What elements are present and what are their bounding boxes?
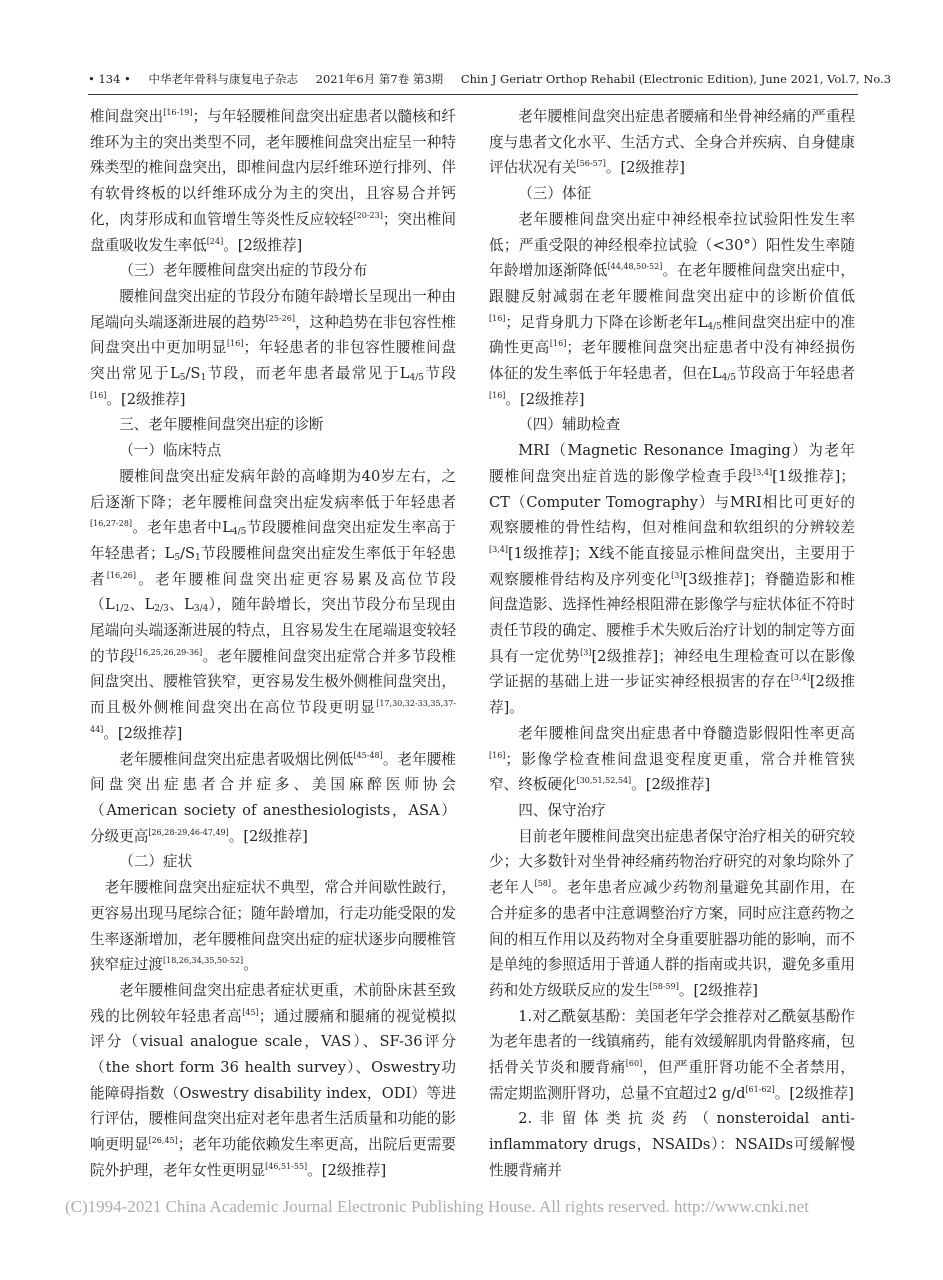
citation[interactable]: [16-19] — [163, 108, 193, 117]
citation[interactable]: [16,25,26,29-36] — [134, 647, 203, 657]
citation[interactable]: [60] — [625, 1059, 643, 1069]
citation[interactable]: [26,45] — [148, 1136, 178, 1146]
right-column — [489, 104, 855, 1184]
paragraph: 目前老年腰椎间盘突出症患者保守治疗相关的研究较少；大多数针对坐骨神经痛药物治疗研究的对象均除外了老年人[58]。老年患者应减少药物剂量避免其副作用，在合并症多的患者中注意调整治疗方案，同时应注意药物之间的相互作用以及药物对全身重要脏器功能的影响，而不是单纯的参照适用于普通人群的指南或共识，避免多重用药和处方级联反应的发生[58-59]。[2级推荐] — [489, 827, 855, 999]
citation[interactable]: [17,30,32-33,35,37-44] — [90, 699, 456, 734]
citation[interactable]: [56-57] — [576, 159, 606, 169]
citation[interactable]: [3] — [580, 647, 592, 657]
citation[interactable]: [3,4] — [489, 544, 508, 554]
section-heading: 三、老年腰椎间盘突出症的诊断 — [119, 416, 324, 434]
issue-info-cn: 2021年6月 第7卷 第3期 — [315, 72, 444, 86]
citation[interactable]: [25-26] — [265, 313, 295, 323]
citation[interactable]: [58-59] — [649, 981, 679, 991]
paragraph: 1.对乙酰氨基酚：美国老年学会推荐对乙酰氨基酚作为老年患者的一线镇痛药，能有效缓解肌肉骨骼疼痛，包括骨关节炎和腰背痛[60]，但严重肝肾功能不全者禁用，需定期监测肝肾功，总量不宜超过2 g/d[61-62]。[2级推荐] — [489, 1007, 855, 1102]
page-number: • 134 • — [88, 72, 131, 86]
citation[interactable]: [44,48,50-52] — [607, 262, 663, 272]
section-heading: 四、保守治疗 — [518, 801, 606, 819]
journal-title-cn: 中华老年骨科与康复电子杂志 — [148, 72, 298, 86]
citation[interactable]: [16] — [90, 390, 107, 400]
citation[interactable]: [3] — [671, 570, 683, 580]
citation[interactable]: [24] — [206, 236, 224, 246]
citation[interactable]: [16,26] — [106, 570, 136, 580]
citation[interactable]: [16,27-28] — [90, 519, 133, 529]
section-heading: （四）辅助检查 — [518, 416, 621, 434]
paragraph: 2.非留体类抗炎药（nonsteroidal anti-inflammatory drugs，NSAIDs）：NSAIDs可缓解慢性腰背痛并 — [489, 1110, 855, 1179]
paragraph: 腰椎间盘突出症发病年龄的高峰期为40岁左右，之后逐渐下降；老年腰椎间盘突出症发病率低于年轻患者[16,27-28]。老年患者中$L_{4/5}$节段腰椎间盘突出症发生率高于年轻患者；$L_5/S_1$节段腰椎间盘突出症发生率低于年轻患者[16,26]。老年腰椎间盘突出症更容易累及高位节段（$L_{1/2}$、$L_{2/3}$、$L_{3/4}$），随年龄增长，突出节段分布呈现由尾端向头端逐渐进展的特点，且容易发生在尾端退变较轻的节段[16,25,26,29-36]。老年腰椎间盘突出症常合并多节段椎间盘突出、腰椎管狭窄，更容易发生极外侧椎间盘突出，而且极外侧椎间盘突出在高位节段更明显[17,30,32-33,35,37-44]。[2级推荐] — [90, 467, 456, 742]
section-heading: （三）老年腰椎间盘突出症的节段分布 — [119, 262, 368, 280]
paragraph: 老年腰椎间盘突出症患者中脊髓造影假阳性率更高[16]；影像学检查椎间盘退变程度更重，常合并椎管狭窄、终板硬化[30,51,52,54]。[2级推荐] — [489, 724, 855, 794]
citation[interactable]: [16] — [489, 313, 506, 323]
section-heading: （一）临床特点 — [119, 442, 222, 460]
paragraph: 老年腰椎间盘突出症患者腰痛和坐骨神经痛的严重程度与患者文化水平、生活方式、全身合并疾病、自身健康评估状况有关[56-57]。[2级推荐] — [489, 108, 855, 177]
paragraph: 椎间盘突出[16-19]；与年轻腰椎间盘突出症患者以髓核和纤维环为主的突出类型不同，老年腰椎间盘突出症呈一种特殊类型的椎间盘突出，即椎间盘内层纤维环逆行排列、伴有软骨终板的以纤维环成分为主的突出，且容易合并钙化，肉芽形成和血管增生等炎性反应较轻[20-23]；突出椎间盘重吸收发生率低[24]。[2级推荐] — [90, 108, 456, 254]
journal-title-en: Chin J Geriatr Orthop Rehabil (Electronic Edition), June 2021, Vol.7, No.3 — [460, 72, 892, 86]
citation[interactable]: [61-62] — [745, 1084, 775, 1094]
paragraph: 老年腰椎间盘突出症患者症状更重，术前卧床甚至致残的比例较年轻患者高[45]；通过腰痛和腿痛的视觉模拟评分（visual analogue scale，VAS）、SF-36评分（the short form 36 health survey）、Oswestry功能障碍指数（Oswestry disability index，ODI）等进行评估，腰椎间盘突出症对老年患者生活质量和功能的影响更明显[26,45]；老年功能依赖发生率更高，出院后更需要院外护理，老年女性更明显[46,51-55]。[2级推荐] — [90, 981, 456, 1179]
paragraph: 老年腰椎间盘突出症中神经根牵拉试验阳性发生率低；严重受限的神经根牵拉试验（<30°）阳性发生率随年龄增加逐渐降低[44,48,50-52]。在老年腰椎间盘突出症中，跟腱反射减弱在老年腰椎间盘突出症中的诊断价值低[16]；足背身肌力下降在诊断老年$L_{4/5}$椎间盘突出症中的准确性更高[16]；老年腰椎间盘突出症患者中没有神经损伤体征的发生率低于年轻患者，但在$L_{4/5}$节段高于年轻患者[16]。[2级推荐] — [489, 210, 855, 408]
paragraph: 腰椎间盘突出症的节段分布随年龄增长呈现出一种由尾端向头端逐渐进展的趋势[25-26]，这种趋势在非包容性椎间盘突出中更加明显[16]；年轻患者的非包容性腰椎间盘突出常见于$L_5/S_1$节段，而老年患者最常见于$L_{4/5}$节段[16]。[2级推荐] — [90, 287, 456, 408]
left-column — [90, 104, 456, 1184]
running-header — [88, 71, 892, 87]
section-heading: （二）症状 — [119, 853, 193, 871]
citation[interactable]: [3,4] — [790, 673, 810, 683]
paragraph: 老年腰椎间盘突出症症状不典型，常合并间歇性跛行，更容易出现马尾综合征；随年龄增加，行走功能受限的发生率逐渐增加，老年腰椎间盘突出症的症状逐步向腰椎管狭窄症过渡[18,26,34,35,50-52]。 — [90, 879, 456, 974]
copyright-watermark: (C)1994-2021 China Academic Journal Electronic Publishing House. All rights reserved. http://www.cnki.net — [65, 1197, 809, 1216]
citation[interactable]: [20-23] — [353, 210, 383, 220]
section-heading: （三）体征 — [518, 185, 592, 203]
citation[interactable]: [18,26,34,35,50-52] — [162, 956, 244, 966]
citation[interactable]: [45] — [242, 1007, 259, 1017]
citation[interactable]: [30,51,52,54] — [576, 776, 632, 786]
citation[interactable]: [46,51-55] — [265, 1161, 308, 1171]
citation[interactable]: [16] — [489, 390, 506, 400]
header-divider — [88, 94, 858, 95]
paragraph: MRI（Magnetic Resonance Imaging）为老年腰椎间盘突出症首选的影像学检查手段[3,4][1级推荐]；CT（Computer Tomography）与MRI相比可更好的观察腰椎的骨性结构，但对椎间盘和软组织的分辨较差[3,4][1级推荐]；X线不能直接显示椎间盘突出，主要用于观察腰椎骨结构及序列变化[3][3级推荐]；脊髓造影和椎间盘造影、选择性神经根阻滞在影像学与症状体征不符时责任节段的确定、腰椎手术失败后治疗计划的制定等方面具有一定优势[3][2级推荐]；神经电生理检查可以在影像学证据的基础上进一步证实神经根损害的存在[3,4][2级推荐]。 — [489, 442, 855, 717]
citation[interactable]: [26,28-29,46-47,49] — [148, 827, 229, 837]
citation[interactable]: [16] — [489, 750, 506, 760]
paragraph: 老年腰椎间盘突出症患者吸烟比例低[45-48]。老年腰椎间盘突出症患者合并症多、美国麻醉医师协会（American society of anesthesiologists，ASA）分级更高[26,28-29,46-47,49]。[2级推荐] — [90, 750, 456, 845]
citation[interactable]: [16] — [227, 339, 244, 349]
citation[interactable]: [45-48] — [353, 750, 383, 760]
citation[interactable]: [3,4] — [753, 467, 773, 477]
citation[interactable]: [16] — [549, 339, 567, 349]
citation[interactable]: [58] — [534, 879, 552, 889]
